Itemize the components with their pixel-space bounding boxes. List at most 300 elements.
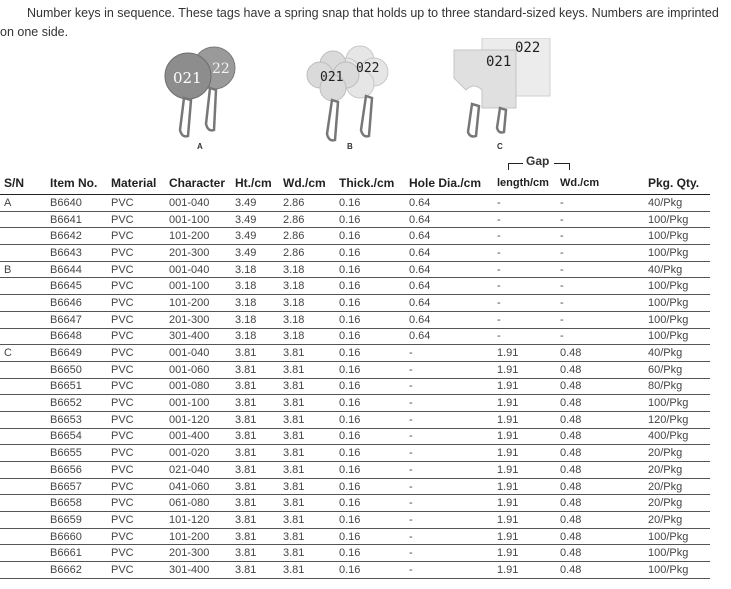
cell-width: 3.81 [283,345,339,362]
cell-gap-width: 0.48 [560,361,648,378]
cell-material: PVC [111,261,169,278]
cell-sn [0,245,50,262]
cell-hole-diameter: - [409,462,497,479]
cell-pkg-qty: 100/Pkg [648,295,710,312]
cell-material: PVC [111,345,169,362]
cell-width: 3.18 [283,278,339,295]
cell-character: 201-300 [169,245,235,262]
cell-thickness: 0.16 [339,361,409,378]
cell-height: 3.81 [235,495,283,512]
header-hole-diameter: Hole Dia./cm [409,172,497,195]
cell-height: 3.49 [235,195,283,212]
cell-gap-length: - [497,261,560,278]
table-row [0,361,710,378]
cell-width: 3.18 [283,261,339,278]
cell-sn [0,278,50,295]
header-character: Character [169,172,235,195]
table-row [0,462,710,479]
cell-gap-length: - [497,211,560,228]
cell-material: PVC [111,545,169,562]
cell-item-no: B6654 [50,428,111,445]
cell-hole-diameter: 0.64 [409,295,497,312]
gap-bracket-left [508,163,509,170]
cell-gap-width: 0.48 [560,512,648,529]
table-row [0,261,710,278]
cell-character: 021-040 [169,462,235,479]
cell-gap-width: 0.48 [560,528,648,545]
cell-character: 101-200 [169,228,235,245]
cell-width: 3.81 [283,495,339,512]
product-description: Number keys in sequence. These tags have a spring snap that holds up to three standard-sized keys. Numbers are imprinted on one side. [0,6,719,39]
table-row [0,512,710,529]
cell-height: 3.81 [235,512,283,529]
cell-sn [0,512,50,529]
cell-thickness: 0.16 [339,278,409,295]
tag-b-back-number: 022 [356,61,380,76]
cell-gap-width: 0.48 [560,478,648,495]
cell-pkg-qty: 60/Pkg [648,361,710,378]
cell-character: 201-300 [169,545,235,562]
cell-hole-diameter: - [409,445,497,462]
cell-pkg-qty: 40/Pkg [648,345,710,362]
cell-item-no: B6643 [50,245,111,262]
cell-pkg-qty: 100/Pkg [648,278,710,295]
key-tag-image-b [300,38,400,148]
cell-item-no: B6651 [50,378,111,395]
cell-item-no: B6655 [50,445,111,462]
cell-item-no: B6661 [50,545,111,562]
cell-pkg-qty: 100/Pkg [648,211,710,228]
cell-hole-diameter: - [409,428,497,445]
cell-height: 3.18 [235,261,283,278]
cell-hole-diameter: - [409,545,497,562]
cell-character: 301-400 [169,328,235,345]
cell-gap-width: - [560,211,648,228]
cell-material: PVC [111,211,169,228]
table-row [0,228,710,245]
cell-pkg-qty: 120/Pkg [648,411,710,428]
table-body [0,195,710,579]
cell-gap-length: 1.91 [497,428,560,445]
cell-item-no: B6656 [50,462,111,479]
cell-width: 2.86 [283,211,339,228]
cell-character: 001-120 [169,411,235,428]
cell-width: 3.81 [283,361,339,378]
cell-height: 3.81 [235,428,283,445]
cell-gap-width: 0.48 [560,428,648,445]
gap-bracket-right [569,163,570,170]
cell-sn [0,328,50,345]
table-row [0,345,710,362]
cell-hole-diameter: - [409,512,497,529]
cell-thickness: 0.16 [339,395,409,412]
cell-material: PVC [111,428,169,445]
cell-height: 3.81 [235,545,283,562]
cell-gap-length: 1.91 [497,545,560,562]
cell-material: PVC [111,462,169,479]
cell-pkg-qty: 20/Pkg [648,462,710,479]
cell-gap-width: - [560,245,648,262]
cell-pkg-qty: 100/Pkg [648,245,710,262]
cell-sn [0,562,50,579]
table-row [0,445,710,462]
cell-gap-length: 1.91 [497,395,560,412]
cell-item-no: B6644 [50,261,111,278]
cell-width: 3.81 [283,512,339,529]
cell-thickness: 0.16 [339,245,409,262]
cell-thickness: 0.16 [339,261,409,278]
cell-sn [0,295,50,312]
cell-width: 3.81 [283,395,339,412]
cell-height: 3.18 [235,328,283,345]
cell-character: 301-400 [169,562,235,579]
cell-gap-width: - [560,328,648,345]
cell-height: 3.18 [235,295,283,312]
cell-material: PVC [111,378,169,395]
cell-height: 3.49 [235,228,283,245]
cell-material: PVC [111,278,169,295]
cell-pkg-qty: 20/Pkg [648,478,710,495]
cell-item-no: B6641 [50,211,111,228]
cell-gap-length: 1.91 [497,478,560,495]
cell-gap-length: - [497,228,560,245]
cell-gap-length: - [497,278,560,295]
cell-sn [0,545,50,562]
cell-height: 3.81 [235,345,283,362]
cell-item-no: B6649 [50,345,111,362]
cell-gap-width: - [560,261,648,278]
cell-width: 3.81 [283,445,339,462]
cell-width: 2.86 [283,195,339,212]
cell-pkg-qty: 100/Pkg [648,528,710,545]
cell-thickness: 0.16 [339,411,409,428]
cell-gap-width: - [560,228,648,245]
cell-thickness: 0.16 [339,311,409,328]
cell-thickness: 0.16 [339,478,409,495]
cell-character: 001-060 [169,361,235,378]
cell-height: 3.81 [235,361,283,378]
table-row [0,495,710,512]
cell-material: PVC [111,245,169,262]
cell-height: 3.49 [235,245,283,262]
cell-gap-length: 1.91 [497,361,560,378]
table-row [0,411,710,428]
table-row [0,211,710,228]
cell-sn [0,445,50,462]
figure-label-c: C [497,142,503,151]
tag-c-back-number: 022 [515,40,541,56]
cell-height: 3.81 [235,395,283,412]
header-gap-width: Wd./cm [560,172,648,195]
cell-thickness: 0.16 [339,528,409,545]
cell-gap-width: - [560,195,648,212]
header-height: Ht./cm [235,172,283,195]
cell-gap-length: 1.91 [497,512,560,529]
table-row [0,378,710,395]
cell-thickness: 0.16 [339,545,409,562]
cell-character: 201-300 [169,311,235,328]
cell-gap-length: 1.91 [497,462,560,479]
cell-width: 2.86 [283,228,339,245]
header-width: Wd./cm [283,172,339,195]
table-row [0,278,710,295]
cell-thickness: 0.16 [339,462,409,479]
cell-item-no: B6660 [50,528,111,545]
cell-item-no: B6645 [50,278,111,295]
cell-pkg-qty: 20/Pkg [648,495,710,512]
cell-item-no: B6648 [50,328,111,345]
cell-material: PVC [111,361,169,378]
cell-thickness: 0.16 [339,495,409,512]
table-row [0,428,710,445]
cell-height: 3.81 [235,562,283,579]
cell-hole-diameter: 0.64 [409,228,497,245]
key-tag-image-a [158,38,248,148]
cell-pkg-qty: 20/Pkg [648,512,710,529]
cell-gap-length: 1.91 [497,411,560,428]
cell-material: PVC [111,328,169,345]
cell-pkg-qty: 100/Pkg [648,545,710,562]
cell-item-no: B6662 [50,562,111,579]
cell-thickness: 0.16 [339,328,409,345]
cell-gap-width: 0.48 [560,378,648,395]
cell-character: 101-200 [169,295,235,312]
header-item-no: Item No. [50,172,111,195]
cell-gap-width: 0.48 [560,495,648,512]
cell-pkg-qty: 100/Pkg [648,395,710,412]
cell-sn [0,478,50,495]
cell-sn [0,228,50,245]
cell-gap-length: 1.91 [497,445,560,462]
key-tag-image-c [452,38,552,148]
cell-width: 3.81 [283,411,339,428]
table-row [0,478,710,495]
cell-gap-width: 0.48 [560,545,648,562]
table-row [0,311,710,328]
cell-hole-diameter: 0.64 [409,278,497,295]
specification-table [0,172,710,579]
cell-gap-length: - [497,311,560,328]
cell-item-no: B6658 [50,495,111,512]
cell-gap-length: - [497,245,560,262]
cell-material: PVC [111,528,169,545]
cell-material: PVC [111,395,169,412]
cell-gap-width: - [560,311,648,328]
cell-width: 3.18 [283,311,339,328]
cell-width: 3.81 [283,545,339,562]
table-row [0,195,710,212]
cell-gap-width: 0.48 [560,411,648,428]
cell-material: PVC [111,295,169,312]
cell-character: 001-040 [169,195,235,212]
cell-character: 001-040 [169,261,235,278]
cell-sn: C [0,345,50,362]
table-row [0,528,710,545]
cell-gap-length: 1.91 [497,528,560,545]
cell-width: 3.18 [283,328,339,345]
cell-sn [0,495,50,512]
cell-gap-width: 0.48 [560,445,648,462]
cell-material: PVC [111,478,169,495]
gap-bracket-line-right [554,163,569,164]
cell-item-no: B6642 [50,228,111,245]
cell-height: 3.81 [235,445,283,462]
cell-gap-length: 1.91 [497,345,560,362]
gap-column-group [508,154,570,170]
cell-material: PVC [111,411,169,428]
cell-width: 3.18 [283,295,339,312]
cell-gap-length: 1.91 [497,562,560,579]
cell-gap-length: - [497,295,560,312]
cell-sn [0,411,50,428]
tag-c-front-number: 021 [486,54,512,70]
cell-item-no: B6653 [50,411,111,428]
cell-character: 101-200 [169,528,235,545]
cell-width: 3.81 [283,528,339,545]
cell-pkg-qty: 40/Pkg [648,261,710,278]
cell-hole-diameter: 0.64 [409,195,497,212]
cell-sn: A [0,195,50,212]
gap-label: Gap [526,154,550,168]
cell-item-no: B6646 [50,295,111,312]
cell-gap-width: - [560,295,648,312]
cell-material: PVC [111,195,169,212]
tag-a-front-number: 021 [173,69,202,87]
cell-pkg-qty: 100/Pkg [648,562,710,579]
cell-material: PVC [111,562,169,579]
table-row [0,328,710,345]
cell-hole-diameter: - [409,562,497,579]
cell-height: 3.18 [235,278,283,295]
cell-hole-diameter: 0.64 [409,311,497,328]
cell-width: 3.81 [283,462,339,479]
cell-material: PVC [111,445,169,462]
cell-sn [0,211,50,228]
tag-b-front-number: 021 [320,70,344,85]
cell-thickness: 0.16 [339,562,409,579]
cell-gap-width: 0.48 [560,395,648,412]
cell-character: 001-100 [169,278,235,295]
header-thickness: Thick./cm [339,172,409,195]
cell-item-no: B6650 [50,361,111,378]
cell-character: 001-100 [169,211,235,228]
cell-item-no: B6657 [50,478,111,495]
cell-width: 2.86 [283,245,339,262]
cell-character: 041-060 [169,478,235,495]
cell-character: 001-400 [169,428,235,445]
cell-gap-width: 0.48 [560,345,648,362]
cell-hole-diameter: - [409,478,497,495]
cell-thickness: 0.16 [339,512,409,529]
header-material: Material [111,172,169,195]
cell-pkg-qty: 100/Pkg [648,311,710,328]
cell-hole-diameter: - [409,495,497,512]
cell-width: 3.81 [283,562,339,579]
cell-pkg-qty: 80/Pkg [648,378,710,395]
cell-gap-length: 1.91 [497,378,560,395]
header-pkg-qty: Pkg. Qty. [648,172,710,195]
cell-gap-length: - [497,195,560,212]
cell-width: 3.81 [283,478,339,495]
cell-character: 001-040 [169,345,235,362]
cell-height: 3.81 [235,411,283,428]
cell-item-no: B6659 [50,512,111,529]
cell-pkg-qty: 400/Pkg [648,428,710,445]
cell-thickness: 0.16 [339,195,409,212]
cell-character: 001-080 [169,378,235,395]
cell-height: 3.49 [235,211,283,228]
cell-thickness: 0.16 [339,445,409,462]
table-row [0,395,710,412]
cell-width: 3.81 [283,378,339,395]
cell-hole-diameter: 0.64 [409,245,497,262]
table-row [0,295,710,312]
tag-a-back-number: 22 [212,61,230,77]
cell-sn [0,428,50,445]
cell-sn [0,311,50,328]
cell-character: 061-080 [169,495,235,512]
header-gap-length: length/cm [497,172,560,195]
cell-gap-width: 0.48 [560,562,648,579]
cell-thickness: 0.16 [339,345,409,362]
cell-pkg-qty: 100/Pkg [648,328,710,345]
table-row [0,245,710,262]
cell-height: 3.81 [235,478,283,495]
cell-material: PVC [111,311,169,328]
figure-label-b: B [347,142,353,151]
cell-material: PVC [111,512,169,529]
cell-hole-diameter: - [409,378,497,395]
cell-thickness: 0.16 [339,228,409,245]
cell-pkg-qty: 100/Pkg [648,228,710,245]
cell-height: 3.18 [235,311,283,328]
cell-hole-diameter: - [409,361,497,378]
table-header-row [0,172,710,195]
cell-hole-diameter: - [409,411,497,428]
cell-character: 001-020 [169,445,235,462]
cell-item-no: B6640 [50,195,111,212]
cell-pkg-qty: 40/Pkg [648,195,710,212]
cell-material: PVC [111,228,169,245]
cell-item-no: B6652 [50,395,111,412]
table-row [0,562,710,579]
cell-sn [0,528,50,545]
cell-height: 3.81 [235,528,283,545]
cell-thickness: 0.16 [339,295,409,312]
cell-hole-diameter: 0.64 [409,261,497,278]
cell-hole-diameter: - [409,345,497,362]
cell-character: 101-120 [169,512,235,529]
cell-gap-width: 0.48 [560,462,648,479]
cell-hole-diameter: 0.64 [409,211,497,228]
cell-thickness: 0.16 [339,428,409,445]
gap-bracket-line-left [508,163,523,164]
cell-gap-length: - [497,328,560,345]
cell-hole-diameter: - [409,395,497,412]
cell-thickness: 0.16 [339,378,409,395]
cell-sn [0,378,50,395]
cell-item-no: B6647 [50,311,111,328]
table-row [0,545,710,562]
cell-gap-length: 1.91 [497,495,560,512]
cell-hole-diameter: 0.64 [409,328,497,345]
cell-character: 001-100 [169,395,235,412]
cell-hole-diameter: - [409,528,497,545]
cell-thickness: 0.16 [339,211,409,228]
cell-sn [0,462,50,479]
cell-material: PVC [111,495,169,512]
header-sn: S/N [0,172,50,195]
